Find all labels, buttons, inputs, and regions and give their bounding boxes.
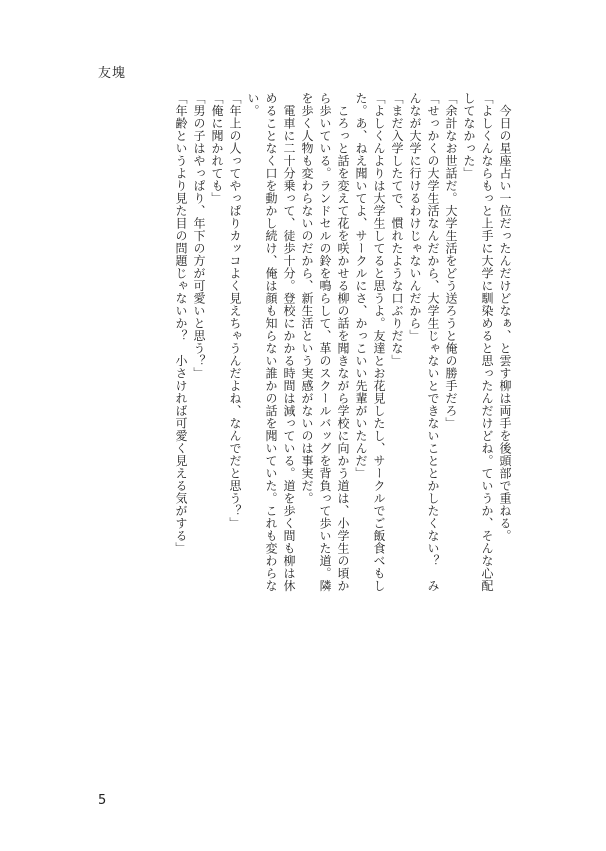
dialogue-line: 「余計なお世話だ。大学生活をどう送ろうと俺の勝手だろ」: [444, 92, 458, 430]
dialogue-line: 「せっかくの大学生活なんだから、大学生じゃないとできないこととかしたくない？ みんなが大学に行けるわけじゃないんだから」: [408, 92, 440, 592]
running-header: 友塊: [98, 66, 127, 81]
dialogue-line: 「年上の人ってやっぱりカッコよく見えちゃうんだよね、なんでだと思う？」: [228, 92, 242, 530]
dialogue-line: 「まだ入学したてで、慣れたような口ぶりだな」: [390, 92, 404, 367]
paragraph: ころっと話を変えて花を咲かせる柳の話を聞きながら学校に向かう道は、小学生の頃から歩いている。ランドセルの鈴を鳴らして、革のスクールバッグを背負って歩いた道。隣を歩く人物も変わらないのだから、新生活という実感がないのは事実だ。: [300, 92, 350, 592]
dialogue-line: 「年齢というより見た目の問題じゃないか？ 小さければ可愛く見える気がする」: [174, 92, 188, 555]
page-number: 5: [98, 793, 107, 808]
dialogue-line: 「俺に聞かれても」: [210, 92, 224, 205]
dialogue-line: 「よしくんならもっと上手に大学に馴染めると思ったんだけどね。ていうか、そんな心配してなかった」: [462, 92, 494, 592]
paragraph: 今日の星座占い一位だったんだけどなぁ、と雲す柳は両手を後頭部で重ねる。: [498, 92, 512, 542]
dialogue-line: 「よしくんよりは大学生してると思うよ。友達とお花見したし、サークルでご飯食べもした。あ、ねえ聞いてよ、サークルにさ、かっこいい先輩がいたんだ」: [354, 92, 386, 592]
paragraph: 電車に二十分乗って、徒歩十分。登校にかかる時間は減っている。道を歩く間も柳は休めることなく口を動かし続け、俺は顔も知らない誰かの話を聞いていた。これも変わらない。: [246, 92, 296, 592]
dialogue-line: 「男の子はやっぱり、年下の方が可愛いと思う？」: [192, 92, 206, 380]
vertical-body-text: [98, 92, 514, 592]
